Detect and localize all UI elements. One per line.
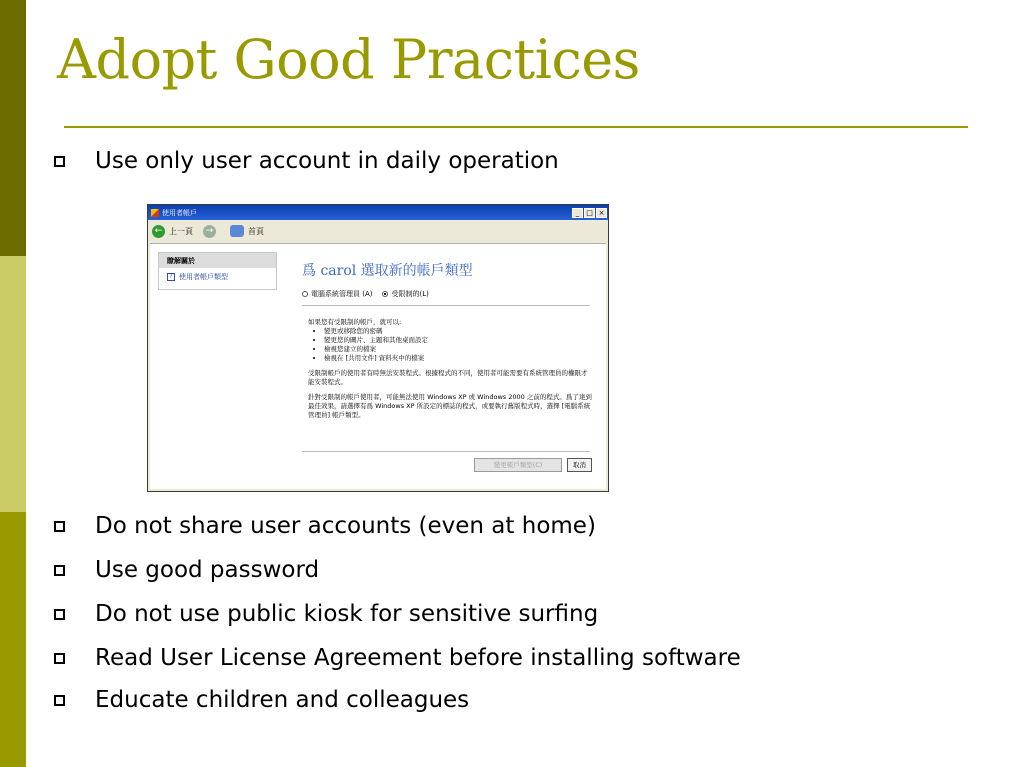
description-paragraph: 針對受限制的帳戶使用者，可能無法使用 Windows XP 或 Windows 2000 之前的程式。爲了達到最佳效果，請選擇有爲 Windows XP 所設定的標誌的程式，或要執行舊版程式時，選擇 [電腦系統管理員] 帳戶類型。: [308, 393, 592, 419]
bullet-text: Educate children and colleagues: [95, 687, 470, 713]
bullet-text: Do not share user accounts (even at home): [95, 513, 596, 539]
maximize-icon: □: [584, 208, 595, 218]
bullet-text: Do not use public kiosk for sensitive surfing: [95, 601, 599, 627]
capability-item: • 變更您的圖片、主題和其他桌面設定: [324, 336, 593, 345]
radio-limited-icon: [382, 291, 388, 297]
bullet-item: [54, 686, 469, 714]
close-icon: ×: [596, 208, 607, 218]
home-icon: [230, 225, 244, 237]
radio-limited-label: 受限制的(L): [391, 290, 429, 298]
bullet-item: [54, 512, 596, 540]
square-bullet-icon: [54, 695, 65, 706]
change-account-type-button: 變更帳戶類型(C): [474, 458, 562, 472]
task-pane: [158, 252, 277, 290]
capability-item: • 檢視在 [共用文件] 資料夾中的檔案: [324, 354, 593, 363]
cancel-button: 取消: [567, 458, 592, 472]
bullet-item: [54, 600, 598, 628]
square-bullet-icon: [54, 609, 65, 620]
side-bar-middle: [0, 256, 26, 512]
square-bullet-icon: [54, 521, 65, 532]
radio-admin-icon: [302, 291, 308, 297]
slide-title: Adopt Good Practices: [57, 28, 640, 91]
dialog-toolbar: [148, 220, 608, 242]
task-pane-link: [159, 268, 276, 282]
dialog-heading: 爲 carol 選取新的帳戶類型: [302, 263, 473, 279]
square-bullet-icon: [54, 653, 65, 664]
help-icon: ?: [167, 273, 175, 281]
back-label: 上一頁: [169, 226, 193, 236]
dialog-body: [150, 243, 606, 489]
embedded-windows-dialog-screenshot: [147, 204, 609, 492]
description-paragraph: 受限制帳戶的使用者有時無法安裝程式。根據程式的不同，使用者可能需要有系統管理員的權限才能安裝程式。: [308, 369, 588, 386]
capability-list: [324, 327, 593, 363]
dialog-window-title: 使用者帳戶: [162, 208, 197, 217]
decorative-side-bar: [0, 0, 26, 767]
account-type-radios: [302, 289, 429, 299]
bullet-text: Read User License Agreement before installing software: [95, 645, 741, 671]
bullet-item: [54, 644, 741, 672]
bullet-text: Use only user account in daily operation: [95, 148, 559, 174]
radio-admin-label: 電腦系統管理員 (A): [311, 290, 373, 298]
dialog-divider: [302, 451, 590, 452]
side-bar-top: [0, 0, 26, 256]
square-bullet-icon: [54, 565, 65, 576]
account-description: [308, 318, 593, 426]
forward-arrow-icon: →: [203, 225, 216, 238]
description-intro: 如果您有受限制的帳戶，就可以:: [308, 318, 402, 326]
capability-item: • 變更或移除您的密碼: [324, 327, 593, 336]
bullet-item: [54, 556, 319, 584]
title-underline: [64, 126, 968, 128]
back-arrow-icon: ←: [152, 225, 165, 238]
dialog-divider: [302, 305, 590, 306]
task-pane-heading: 瞭解關於: [159, 253, 276, 268]
home-label: 首頁: [248, 226, 264, 236]
square-bullet-icon: [54, 156, 65, 167]
capability-item: • 檢視您建立的檔案: [324, 345, 593, 354]
dialog-titlebar: [148, 205, 608, 220]
side-bar-bottom: [0, 512, 26, 767]
bullet-item: [54, 147, 559, 175]
user-accounts-icon: [151, 209, 159, 217]
minimize-icon: _: [572, 208, 583, 218]
bullet-text: Use good password: [95, 557, 320, 583]
task-pane-link-text: 使用者帳戶類型: [179, 273, 228, 281]
